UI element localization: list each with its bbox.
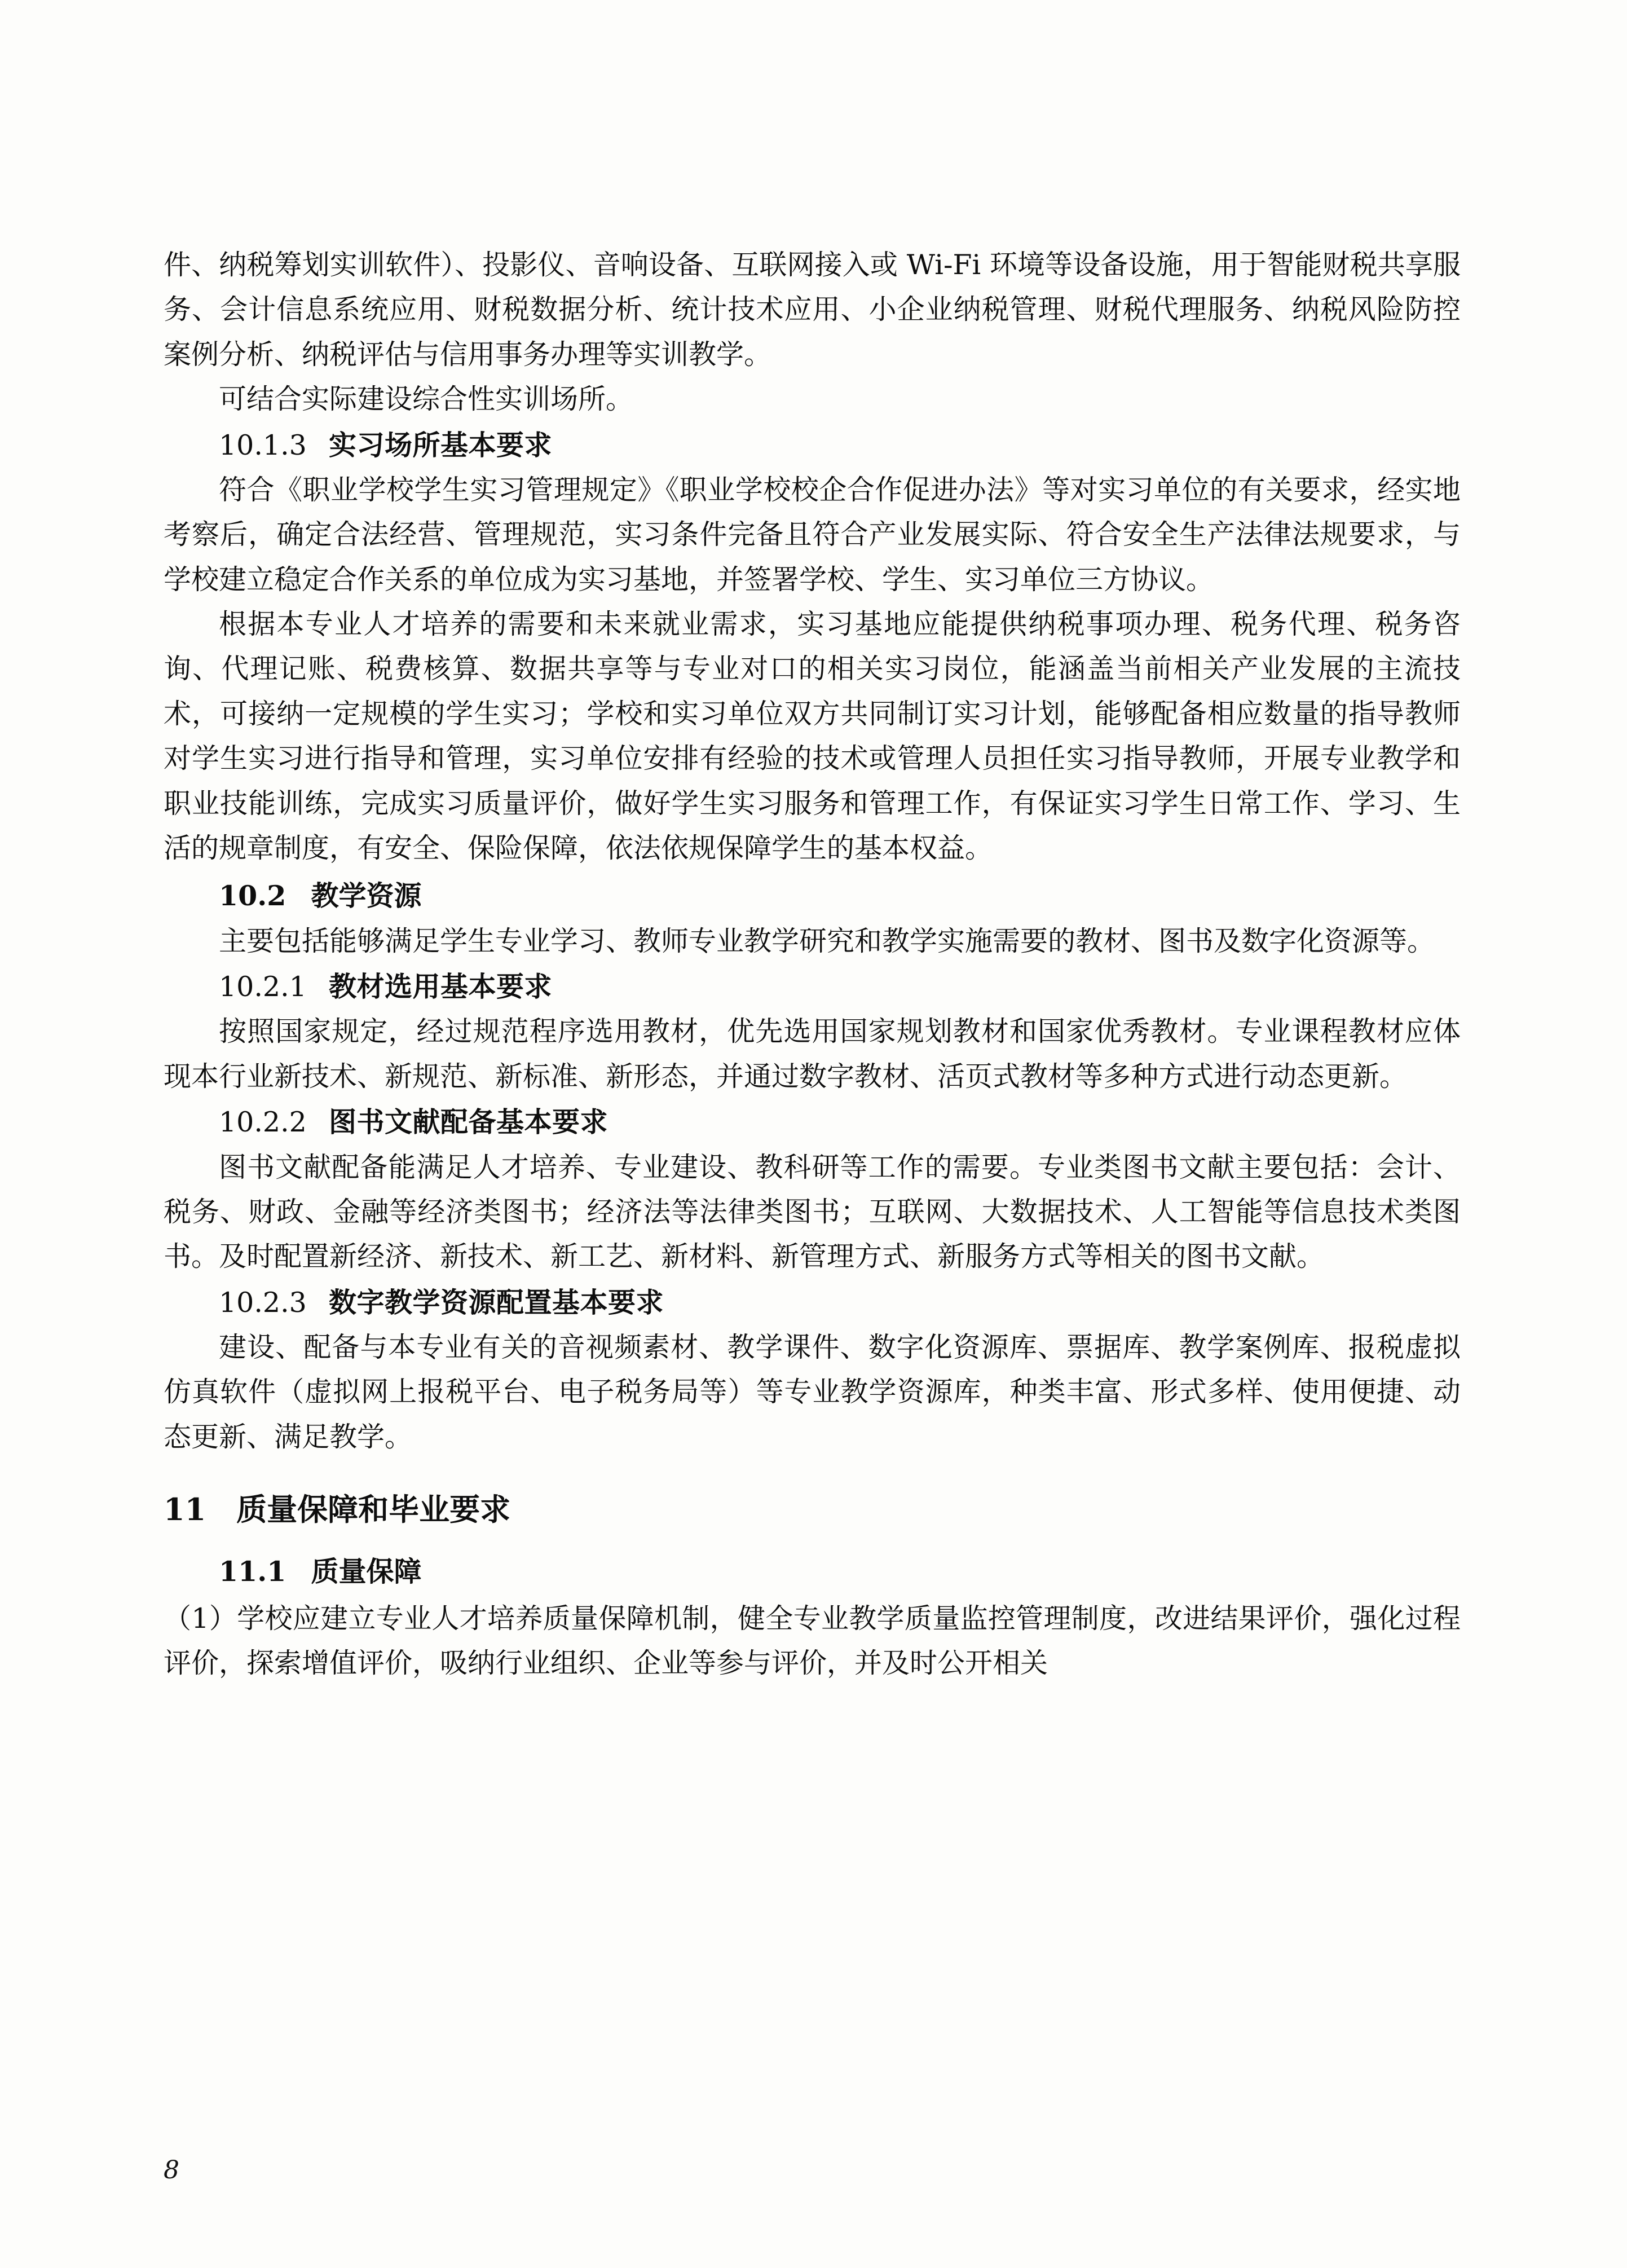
heading-title: 质量保障 — [311, 1554, 422, 1588]
heading-number: 11.1 — [219, 1554, 286, 1588]
heading-10-2-1 — [164, 965, 1461, 1009]
paragraph: 根据本专业人才培养的需要和未来就业需求，实习基地应能提供纳税事项办理、税务代理、税务咨询、代理记账、税费核算、数据共享等与专业对口的相关实习岗位，能涵盖当前相关产业发展的主流技术，可接纳一定规模的学生实习；学校和实习单位双方共同制订实习计划，能够配备相应数量的指导教师对学生实习进行指导和管理，实习单位安排有经验的技术或管理人员担任实习指导教师，开展专业教学和职业技能训练，完成实习质量评价，做好学生实习服务和管理工作，有保证实习学生日常工作、学习、生活的规章制度，有安全、保险保障，依法依规保障学生的基本权益。 — [164, 608, 1461, 864]
heading-title: 图书文献配备基本要求 — [329, 1106, 609, 1139]
heading-title: 教学资源 — [311, 879, 422, 913]
heading-title: 实习场所基本要求 — [329, 428, 553, 461]
heading-number: 10.1.3 — [219, 429, 307, 461]
heading-title: 教材选用基本要求 — [329, 970, 553, 1003]
paragraph: 按照国家规定，经过规范程序选用教材，优先选用国家规划教材和国家优秀教材。专业课程教材应体现本行业新技术、新规范、新标准、新形态，并通过数字教材、活页式教材等多种方式进行动态更新。 — [164, 1015, 1461, 1093]
paragraph: 建设、配备与本专业有关的音视频素材、教学课件、数字化资源库、票据库、教学案例库、报税虚拟仿真软件（虚拟网上报税平台、电子税务局等）等专业教学资源库，种类丰富、形式多样、使用便捷、动态更新、满足教学。 — [164, 1331, 1461, 1453]
heading-11 — [164, 1485, 1461, 1534]
paragraph: 可结合实际建设综合性实训场所。 — [219, 383, 634, 416]
heading-number: 10.2 — [219, 879, 286, 913]
heading-11-1 — [164, 1549, 1461, 1594]
paragraph: 图书文献配备能满足人才培养、专业建设、教科研等工作的需要。专业类图书文献主要包括：会计、税务、财政、金融等经济类图书；经济法等法律类图书；互联网、大数据技术、人工智能等信息技术类图书。及时配置新经济、新技术、新工艺、新材料、新管理方式、新服务方式等相关的图书文献。 — [164, 1151, 1461, 1273]
page-number: 8 — [164, 2156, 179, 2185]
heading-number: 10.2.2 — [219, 1106, 307, 1139]
paragraph: 主要包括能够满足学生专业学习、教师专业教学研究和教学实施需要的教材、图书及数字化资源等。 — [219, 924, 1435, 957]
document-body — [164, 243, 1461, 1686]
paragraph: 符合《职业学校学生实习管理规定》《职业学校校企合作促进办法》等对实习单位的有关要求，经实地考察后，确定合法经营、管理规范，实习条件完备且符合产业发展实际、符合安全生产法律法规要求，与学校建立稳定合作关系的单位成为实习基地，并签署学校、学生、实习单位三方协议。 — [164, 473, 1461, 596]
heading-number: 10.2.1 — [219, 971, 307, 1003]
heading-10-1-3 — [164, 423, 1461, 468]
heading-number: 10.2.3 — [219, 1286, 307, 1319]
heading-number: 11 — [164, 1491, 206, 1528]
heading-10-2-3 — [164, 1280, 1461, 1325]
paragraph-continued: 件、纳税筹划实训软件）、投影仪、音响设备、互联网接入或 Wi-Fi 环境等设备设施，用于智能财税共享服务、会计信息系统应用、财税数据分析、统计技术应用、小企业纳税管理、财税代理服务、纳税风险防控案例分析、纳税评估与信用事务办理等实训教学。 — [164, 249, 1461, 371]
heading-title: 数字教学资源配置基本要求 — [329, 1285, 664, 1319]
heading-title: 质量保障和毕业要求 — [236, 1491, 511, 1528]
heading-10-2-2 — [164, 1100, 1461, 1144]
paragraph-list-item: （1）学校应建立专业人才培养质量保障机制，健全专业教学质量监控管理制度，改进结果评价，强化过程评价，探索增值评价，吸纳行业组织、企业等参与评价，并及时公开相关 — [164, 1602, 1461, 1680]
heading-10-2 — [164, 874, 1461, 918]
